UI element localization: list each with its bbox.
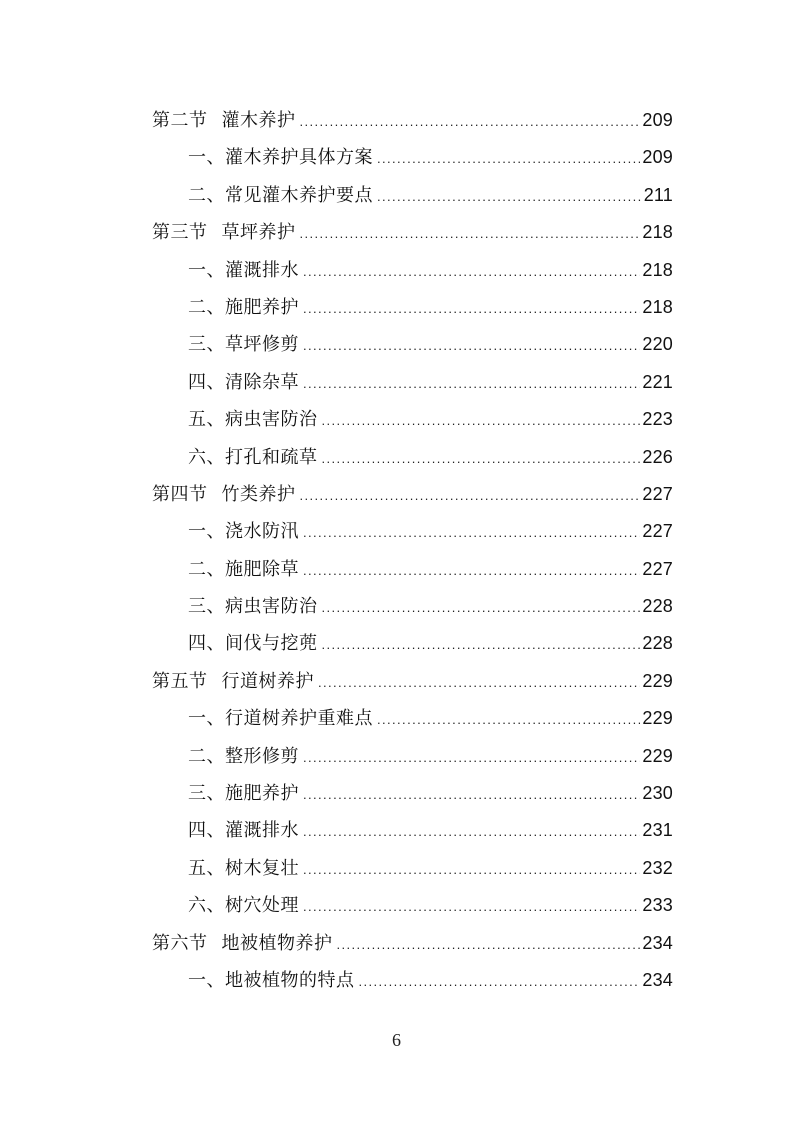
- toc-entry-title: [152, 775, 299, 812]
- toc-page-number: 211: [643, 184, 673, 205]
- toc-entry-label: 二、: [188, 558, 225, 580]
- toc-entry-title: [152, 812, 299, 849]
- toc-entry-title: [152, 887, 299, 924]
- toc-entry-label: 一、: [188, 259, 225, 281]
- toc-entry-label: 一、: [188, 708, 225, 730]
- toc-entry-title: [152, 625, 318, 662]
- toc-entry-text: 施肥除草: [225, 558, 299, 580]
- toc-entry-text: 灌溉排水: [225, 259, 299, 281]
- toc-entry-text: 行道树养护重难点: [225, 708, 373, 730]
- dot-leader: [377, 140, 640, 176]
- toc-entry-label: 三、: [188, 596, 225, 618]
- dot-leader: [303, 739, 640, 775]
- page-number: 6: [392, 1030, 401, 1050]
- toc-page-number: 209: [642, 110, 673, 130]
- toc-entry-text: 地被植物养护: [221, 932, 333, 954]
- toc-entry-title: [152, 364, 299, 401]
- dot-leader: [359, 963, 641, 999]
- toc-entry-title: [152, 962, 355, 999]
- toc-section-entry[interactable]: [152, 663, 673, 700]
- toc-entry-label: 三、: [188, 783, 225, 805]
- toc-item-entry[interactable]: [152, 439, 673, 476]
- dot-leader: [300, 103, 641, 139]
- toc-entry-title: [152, 439, 318, 476]
- toc-entry-text: 病虫害防治: [225, 409, 318, 431]
- toc-page-number: 227: [642, 521, 673, 542]
- toc-entry-title: [152, 700, 373, 737]
- toc-page-number: 228: [642, 633, 673, 654]
- toc-entry-title: [152, 925, 333, 962]
- toc-item-entry[interactable]: [152, 326, 673, 363]
- toc-entry-text: 间伐与挖蔸: [225, 633, 318, 655]
- toc-item-entry[interactable]: [152, 401, 673, 438]
- toc-entry-text: 树穴处理: [225, 895, 299, 917]
- toc-page-number: 234: [642, 932, 673, 953]
- dot-leader: [377, 701, 640, 737]
- toc-entry-label: 二、: [188, 296, 225, 318]
- toc-page-number: 218: [642, 296, 673, 317]
- toc-entry-text: 施肥养护: [225, 296, 299, 318]
- toc-entry-text: 清除杂草: [225, 371, 299, 393]
- toc-entry-title: [152, 326, 299, 363]
- dot-leader: [300, 215, 641, 251]
- toc-entry-label: 一、: [188, 147, 225, 169]
- toc-entry-label: 四、: [188, 633, 225, 655]
- toc-entry-text: 病虫害防治: [225, 596, 318, 618]
- toc-entry-text: 地被植物的特点: [225, 969, 355, 991]
- toc-entry-title: [152, 850, 299, 887]
- toc-item-entry[interactable]: [152, 551, 673, 588]
- toc-item-entry[interactable]: [152, 962, 673, 999]
- toc-item-entry[interactable]: [152, 625, 673, 662]
- toc-entry-title: [152, 551, 299, 588]
- toc-entry-label: 二、: [188, 184, 225, 206]
- toc-page-number: 232: [642, 857, 673, 878]
- dot-leader: [337, 926, 641, 962]
- dot-leader: [303, 776, 640, 812]
- toc-item-entry[interactable]: [152, 252, 673, 289]
- toc-item-entry[interactable]: [152, 139, 673, 176]
- toc-entry-title: [152, 513, 299, 550]
- toc-section-entry[interactable]: [152, 925, 673, 962]
- toc-entry-text: 整形修剪: [225, 745, 299, 767]
- toc-entry-label: 六、: [188, 895, 225, 917]
- toc-entry-text: 草坪养护: [221, 222, 296, 244]
- toc-entry-title: [152, 738, 299, 775]
- toc-entry-title: [152, 401, 318, 438]
- toc-item-entry[interactable]: [152, 775, 673, 812]
- dot-leader: [303, 552, 640, 588]
- toc-entry-label: 五、: [188, 409, 225, 431]
- toc-page-number: 231: [642, 820, 673, 841]
- toc-entry-text: 施肥养护: [225, 783, 299, 805]
- dot-leader: [377, 178, 642, 214]
- toc-entry-label: 四、: [188, 371, 225, 393]
- toc-entry-text: 行道树养护: [221, 670, 314, 692]
- toc-item-entry[interactable]: [152, 177, 673, 214]
- toc-entry-label: 二、: [188, 745, 225, 767]
- toc-entry-label: 第二节: [152, 110, 208, 131]
- toc-page-number: 209: [642, 147, 673, 168]
- toc-entry-label: 第五节: [152, 670, 208, 692]
- toc-entry-text: 打孔和疏草: [225, 446, 318, 468]
- toc-section-entry[interactable]: [152, 214, 673, 251]
- dot-leader: [303, 813, 640, 849]
- toc-entry-title: [152, 289, 299, 326]
- toc-entry-text: 灌木养护: [221, 110, 296, 131]
- toc-entry-title: [152, 214, 296, 251]
- dot-leader: [303, 290, 640, 326]
- toc-entry-title: [152, 102, 296, 139]
- toc-page-number: 234: [642, 969, 673, 990]
- toc-item-entry[interactable]: [152, 738, 673, 775]
- dot-leader: [318, 664, 640, 700]
- toc-page-number: 227: [642, 483, 673, 504]
- toc-entry-label: 第四节: [152, 483, 208, 505]
- toc-section-entry[interactable]: [152, 102, 673, 139]
- toc-page-number: 229: [642, 670, 673, 691]
- toc-page-number: 218: [642, 259, 673, 280]
- toc-page-number: 218: [642, 222, 673, 243]
- toc-entry-label: 第三节: [152, 222, 208, 244]
- dot-leader: [303, 888, 640, 924]
- toc-entry-text: 常见灌木养护要点: [225, 184, 373, 206]
- dot-leader: [303, 253, 640, 289]
- toc-page-number: 227: [642, 558, 673, 579]
- toc-entry-label: 六、: [188, 446, 225, 468]
- dot-leader: [303, 851, 640, 887]
- dot-leader: [303, 327, 640, 363]
- toc-entry-label: 四、: [188, 820, 225, 842]
- dot-leader: [322, 402, 641, 438]
- toc-entry-label: 一、: [188, 969, 225, 991]
- toc-entry-title: [152, 476, 296, 513]
- toc-item-entry[interactable]: [152, 588, 673, 625]
- toc-entry-title: [152, 588, 318, 625]
- toc-item-entry[interactable]: [152, 364, 673, 401]
- toc-entry-text: 竹类养护: [221, 483, 296, 505]
- toc-entry-title: [152, 177, 373, 214]
- dot-leader: [322, 440, 641, 476]
- toc-entry-text: 草坪修剪: [225, 334, 299, 356]
- toc-entry-text: 灌木养护具体方案: [225, 147, 373, 169]
- dot-leader: [322, 626, 641, 662]
- toc-entry-label: 第六节: [152, 932, 208, 954]
- toc-item-entry[interactable]: [152, 289, 673, 326]
- toc-page-number: 233: [642, 895, 673, 916]
- toc-entry-text: 树木复壮: [225, 857, 299, 879]
- toc-item-entry[interactable]: [152, 850, 673, 887]
- toc-entry-text: 灌溉排水: [225, 820, 299, 842]
- dot-leader: [303, 365, 640, 401]
- toc-page-number: 221: [642, 371, 673, 392]
- table-of-contents: [152, 102, 673, 999]
- toc-item-entry[interactable]: [152, 812, 673, 849]
- toc-section-entry[interactable]: [152, 476, 673, 513]
- toc-entry-label: 一、: [188, 521, 225, 543]
- toc-entry-title: [152, 252, 299, 289]
- toc-page-number: 228: [642, 596, 673, 617]
- toc-page-number: 229: [642, 745, 673, 766]
- toc-entry-text: 浇水防汛: [225, 521, 299, 543]
- toc-item-entry[interactable]: [152, 513, 673, 550]
- toc-entry-title: [152, 663, 314, 700]
- toc-page-number: 226: [642, 446, 673, 467]
- toc-entry-label: 三、: [188, 334, 225, 356]
- dot-leader: [300, 477, 641, 513]
- toc-page-number: 223: [642, 409, 673, 430]
- toc-entry-label: 五、: [188, 857, 225, 879]
- toc-entry-title: [152, 139, 373, 176]
- dot-leader: [322, 589, 641, 625]
- toc-page-number: 229: [642, 708, 673, 729]
- dot-leader: [303, 514, 640, 550]
- toc-page-number: 230: [642, 783, 673, 804]
- toc-item-entry[interactable]: [152, 700, 673, 737]
- toc-page-number: 220: [642, 334, 673, 355]
- toc-item-entry[interactable]: [152, 887, 673, 924]
